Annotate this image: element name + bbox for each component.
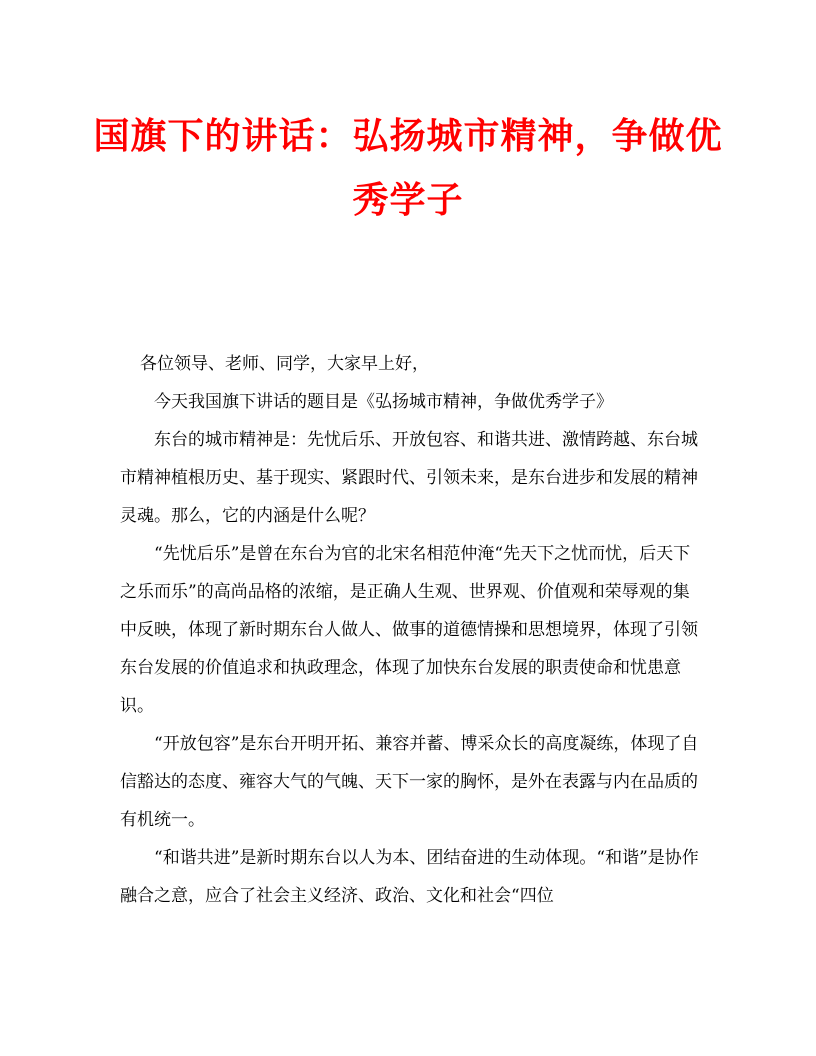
document-body — [120, 345, 700, 915]
xianyou-houle-paragraph: “先忧后乐”是曾在东台为官的北宋名相范仲淹“先天下之忧而忧，后天下之乐而乐”的高尚品格的浓缩，是正确人生观、世界观、价值观和荣辱观的集中反映，体现了新时期东台人做人、做事的道德情操和思想境界，体现了引领东台发展的价值追求和执政理念，体现了加快东台发展的职责使命和忧患意识。 — [120, 544, 698, 716]
greeting-paragraph: 各位领导、老师、同学，大家早上好， — [140, 354, 429, 374]
document-title-line-1: 国旗下的讲话：弘扬城市精神，争做优 — [93, 115, 723, 157]
kaifang-baorong-paragraph: “开放包容”是东台开明开拓、兼容并蓄、博采众长的高度凝练，体现了自信豁达的态度、雍容大气的气魄、天下一家的胸怀，是外在表露与内在品质的有机统一。 — [120, 734, 699, 830]
document-title-line-2: 秀学子 — [352, 179, 464, 221]
hexie-gongjin-paragraph: “和谐共进”是新时期东台以人为本、团结奋进的生动体现。“和谐”是协作融合之意，应合了社会主义经济、政治、文化和社会“四位 — [120, 848, 699, 906]
topic-paragraph: 今天我国旗下讲话的题目是《弘扬城市精神，争做优秀学子》 — [154, 392, 613, 412]
city-spirit-paragraph: 东台的城市精神是：先忧后乐、开放包容、和谐共进、激情跨越、东台城市精神植根历史、基于现实、紧跟时代、引领未来，是东台进步和发展的精神灵魂。那么，它的内涵是什么呢？ — [120, 430, 698, 526]
